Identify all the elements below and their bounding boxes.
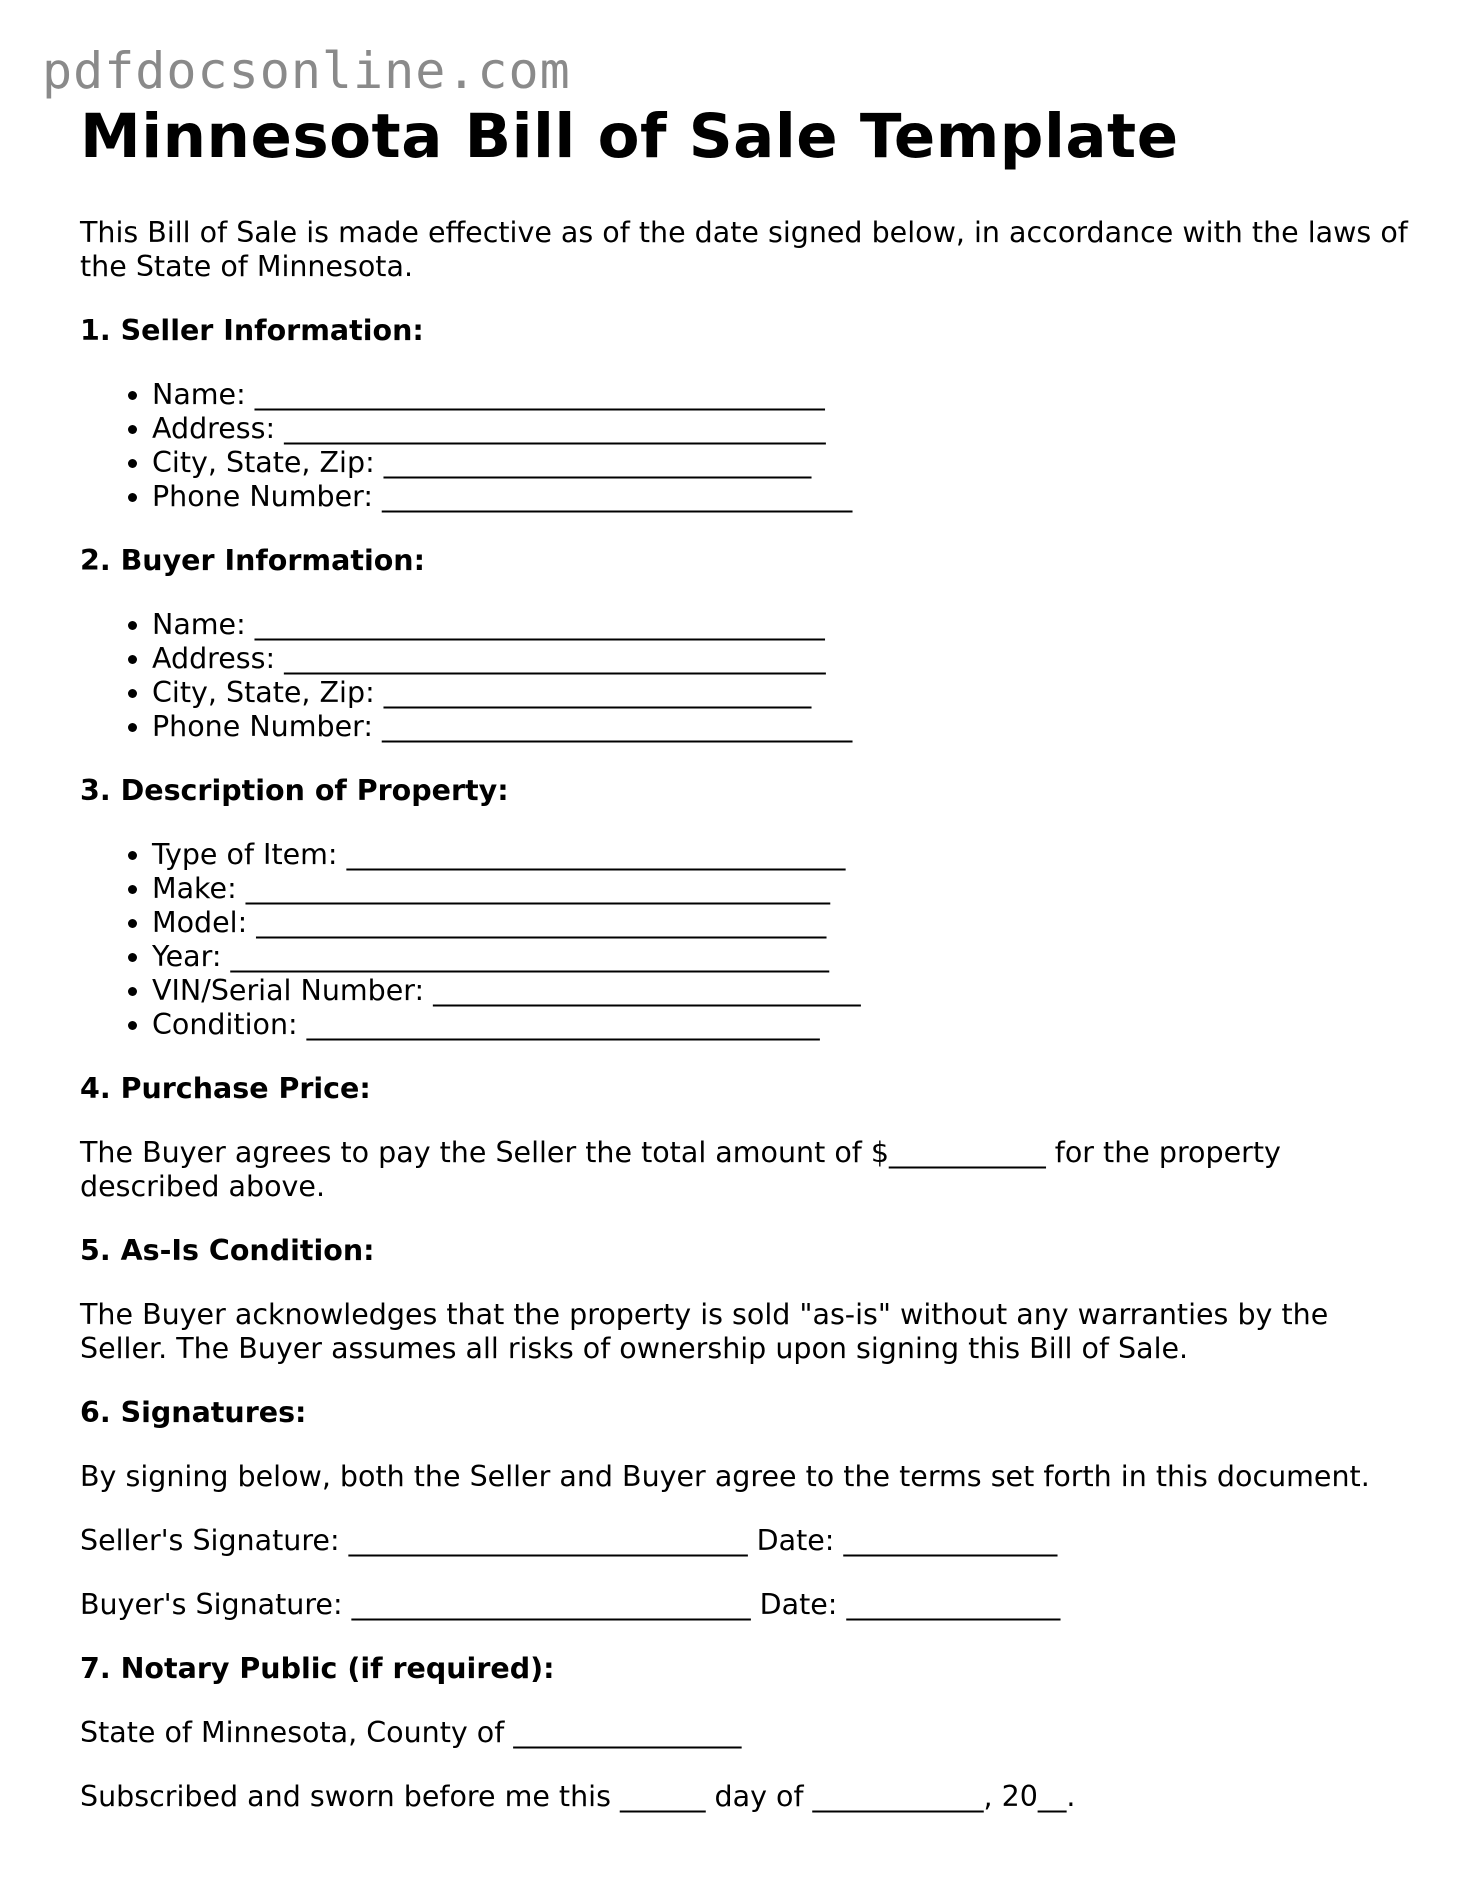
seller-list [80, 378, 1410, 514]
price-heading: 4. Purchase Price: [80, 1072, 371, 1106]
signatures-paragraph: By signing below, both the Seller and Buyer agree to the terms set forth in this document. [80, 1460, 1370, 1494]
property-make-field[interactable]: • Make: _________________________________________ [152, 872, 1410, 906]
property-condition-field[interactable]: • Condition: ____________________________________ [152, 1008, 1410, 1042]
price-paragraph[interactable]: The Buyer agrees to pay the Seller the total amount of $___________ for the property described above. [80, 1136, 1281, 1204]
seller-signature-line[interactable]: Seller's Signature: ____________________________ Date: _______________ [80, 1524, 1058, 1558]
signatures-heading: 6. Signatures: [80, 1396, 307, 1430]
buyer-city-state-zip-field[interactable]: • City, State, Zip: ______________________________ [152, 676, 1410, 710]
seller-phone-field[interactable]: • Phone Number: _________________________________ [152, 480, 1410, 514]
property-list [80, 838, 1410, 1042]
watermark: pdfdocsonline.com [42, 42, 571, 100]
buyer-phone-field[interactable]: • Phone Number: _________________________________ [152, 710, 1410, 744]
intro-paragraph: This Bill of Sale is made effective as of the date signed below, in accordance with the laws of the State of Minnesota. [80, 216, 1408, 284]
document-body [80, 102, 1410, 1814]
notary-sworn-line[interactable]: Subscribed and sworn before me this ______ day of ____________, 20__. [80, 1780, 1076, 1814]
property-heading: 3. Description of Property: [80, 774, 509, 808]
notary-heading: 7. Notary Public (if required): [80, 1652, 555, 1686]
property-type-field[interactable]: • Type of Item: ___________________________________ [152, 838, 1410, 872]
notary-county-line[interactable]: State of Minnesota, County of ________________ [80, 1716, 742, 1750]
asis-heading: 5. As-Is Condition: [80, 1234, 375, 1268]
property-year-field[interactable]: • Year: __________________________________________ [152, 940, 1410, 974]
buyer-signature-line[interactable]: Buyer's Signature: ____________________________ Date: _______________ [80, 1588, 1061, 1622]
property-model-field[interactable]: • Model: ________________________________________ [152, 906, 1410, 940]
buyer-list [80, 608, 1410, 744]
buyer-address-field[interactable]: • Address: ______________________________________ [152, 642, 1410, 676]
asis-paragraph: The Buyer acknowledges that the property is sold "as-is" without any warranties by the Seller. The Buyer assumes all risks of ownership upon signing this Bill of Sale. [80, 1298, 1329, 1366]
page-title: Minnesota Bill of Sale Template [80, 101, 1179, 172]
buyer-name-field[interactable]: • Name: ________________________________________ [152, 608, 1410, 642]
property-vin-field[interactable]: • VIN/Serial Number: ______________________________ [152, 974, 1410, 1008]
seller-heading: 1. Seller Information: [80, 314, 424, 348]
seller-address-field[interactable]: • Address: ______________________________________ [152, 412, 1410, 446]
buyer-heading: 2. Buyer Information: [80, 544, 425, 578]
seller-city-state-zip-field[interactable]: • City, State, Zip: ______________________________ [152, 446, 1410, 480]
seller-name-field[interactable]: • Name: ________________________________________ [152, 378, 1410, 412]
